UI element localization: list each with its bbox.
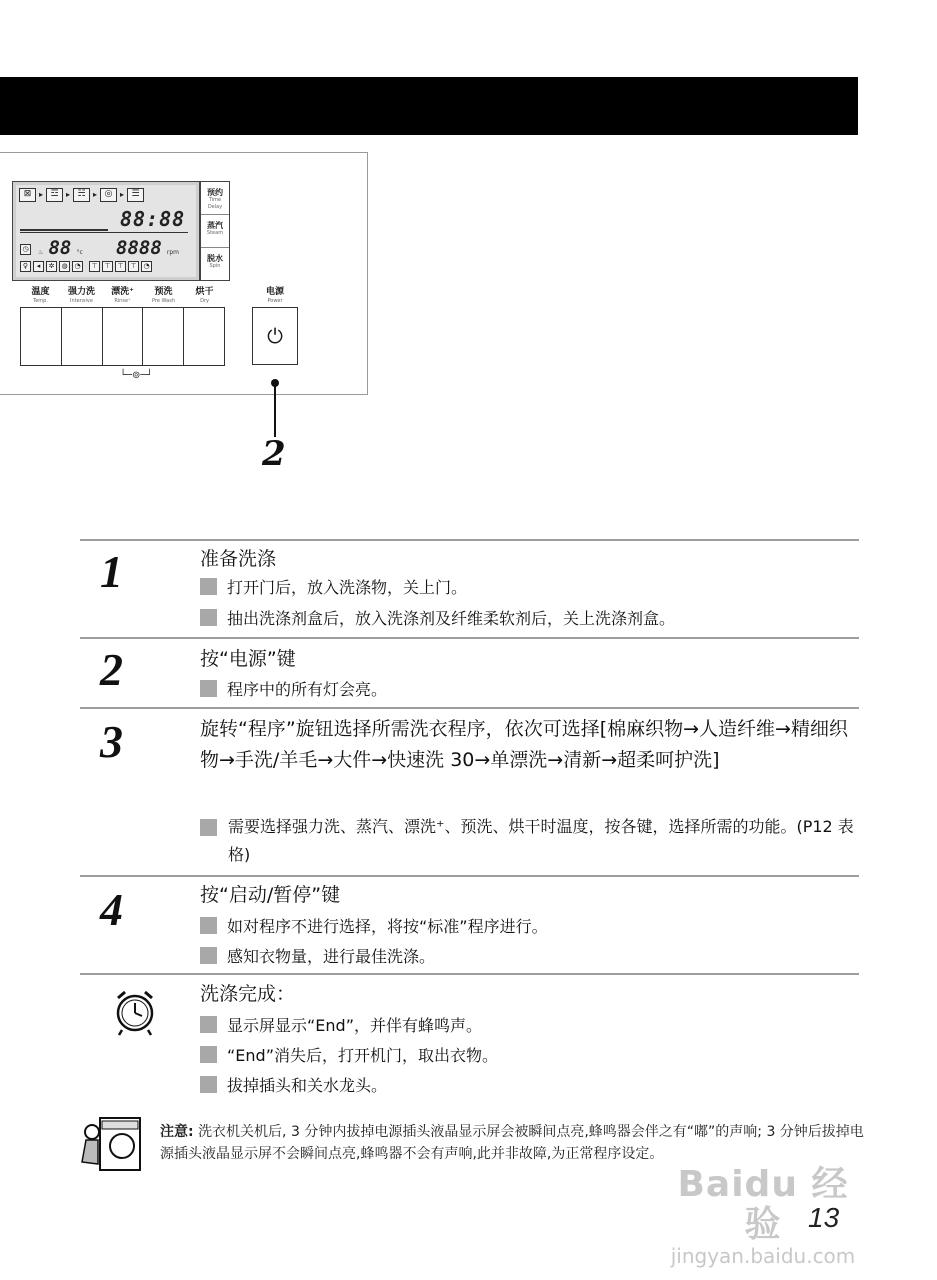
label-en: Intensive [70, 298, 93, 304]
key-label: 脱水 [207, 254, 223, 263]
shirt-icon: ⊤ [128, 261, 139, 272]
bullet-text: 打开门后，放入洗涤物，关上门。 [227, 578, 468, 597]
bullet-square [200, 609, 217, 626]
step-bullet [200, 813, 860, 869]
prewash-button[interactable] [143, 308, 184, 365]
lcd-time: 88:88 [120, 207, 186, 231]
label-en: Temp. [33, 298, 48, 304]
child-lock-icon: └─⊚─┘ [120, 370, 153, 381]
dry-button[interactable] [184, 308, 224, 365]
step-bullet [200, 679, 860, 701]
dry-label [184, 287, 225, 304]
steam-key[interactable] [201, 215, 229, 248]
button-labels [20, 287, 225, 304]
spin-key[interactable] [201, 248, 229, 281]
power-icon: ⏻ [267, 324, 283, 348]
bullet-square [200, 680, 217, 697]
lcd-status-icons [20, 261, 152, 272]
shirt-icon: ☲ [46, 188, 63, 202]
label-en: Power [267, 298, 283, 304]
wash-icon: ⊠ [19, 188, 36, 202]
arrow-icon: ▸ [39, 190, 44, 199]
page-number: 13 [808, 1202, 840, 1233]
lcd-temp: 88 [48, 237, 72, 259]
divider [80, 875, 859, 877]
label-zh: 漂洗⁺ [111, 287, 134, 297]
step-number: 4 [100, 884, 123, 935]
step-bullet [200, 1075, 860, 1097]
rinse-button[interactable] [103, 308, 144, 365]
bullet-text: 需要选择强力洗、蒸汽、漂洗⁺、预洗、烘干时温度，按各键，选择所需的功能。(P12 表格) [228, 817, 854, 864]
divider [80, 637, 859, 639]
clean-icon: ◍ [59, 261, 70, 272]
arrow-icon: ▸ [120, 190, 125, 199]
clock-icon: ◔ [141, 261, 152, 272]
note-label: 注意: [160, 1124, 194, 1140]
rinse-icon: ☵ [73, 188, 90, 202]
bullet-text: 抽出洗涤剂盒后，放入洗涤剂及纤维柔软剂后，关上洗涤剂盒。 [227, 609, 676, 628]
step-bullet [200, 1015, 860, 1037]
child-lock-icon: ♀ [20, 261, 31, 272]
label-zh: 电源 [265, 287, 284, 297]
dry-icon: ☰ [127, 188, 144, 202]
side-keys [200, 181, 230, 281]
clock-icon: ◔ [72, 261, 83, 272]
steam-icon: ♨ [38, 249, 44, 256]
note-text: 洗衣机关机后, 3 分钟内拔掉电源插头液晶显示屏会被瞬间点亮,蜂鸣器会伴之有“嘟”的声响; 3 分钟后拔掉电源插头液晶显示屏不会瞬间点亮,蜂鸣器不会有声响,此并非故障,为正常程序设定。 [160, 1124, 864, 1162]
washing-machine-icon [78, 1110, 144, 1180]
step-bullet [200, 916, 860, 938]
step-bullet [200, 946, 860, 968]
step-bullet [200, 577, 860, 599]
step-number: 1 [100, 546, 123, 597]
time-delay-key[interactable] [201, 182, 229, 215]
shirt-icon: ⊤ [102, 261, 113, 272]
step-title: 旋转“程序”旋钮选择所需洗衣程序，依次可选择[棉麻织物→人造纤维→精细织物→手洗/羊毛→大件→快速洗 30→单漂洗→清新→超柔呵护洗] [200, 718, 848, 771]
divider [80, 973, 859, 975]
bullet-text: 显示屏显示“End”，并伴有蜂鸣声。 [227, 1016, 482, 1035]
key-label-en: Steam [206, 230, 224, 236]
label-zh: 强力洗 [67, 287, 95, 297]
key-label-en: Spin [209, 263, 221, 269]
step-bullet [200, 608, 860, 630]
lcd-progress-line [20, 229, 108, 231]
lcd-rpm-group [116, 237, 179, 259]
shirt-icon: ⊤ [115, 261, 126, 272]
bullet-square [200, 578, 217, 595]
watermark-sub: jingyan.baidu.com [670, 1244, 856, 1268]
temp-button[interactable] [21, 308, 62, 365]
sound-icon: ◂ [33, 261, 44, 272]
bullet-square [200, 917, 217, 934]
fan-icon: ✲ [46, 261, 57, 272]
bullet-square [200, 947, 217, 964]
key-label: 蒸汽 [207, 221, 223, 230]
label-zh: 预洗 [154, 287, 173, 297]
temp-label [20, 287, 61, 304]
divider [80, 707, 859, 709]
step-number: 2 [100, 644, 123, 695]
bullet-text: 如对程序不进行选择，将按“标准”程序进行。 [227, 917, 548, 936]
bullet-text: “End”消失后，打开机门，取出衣物。 [227, 1046, 498, 1065]
label-zh: 烘干 [195, 287, 214, 297]
bullet-square [200, 1076, 217, 1093]
divider [80, 539, 859, 541]
step-title: 洗涤完成： [200, 983, 296, 1005]
alarm-clock-icon [112, 986, 158, 1040]
callout-line [274, 385, 276, 437]
label-zh: 温度 [31, 287, 50, 297]
bullet-square [200, 1016, 217, 1033]
spin-icon: ◎ [100, 188, 117, 202]
note [160, 1121, 870, 1165]
bullet-square [200, 1046, 217, 1063]
lcd-program-icons [19, 188, 144, 202]
header-bar [0, 77, 858, 135]
shirt-icon: ⊤ [89, 261, 100, 272]
callout-number: 2 [262, 434, 286, 474]
option-buttons [20, 307, 225, 366]
rinse-label [102, 287, 143, 304]
step-title: 准备洗涤 [200, 548, 277, 570]
label-en: Rinse⁺ [114, 298, 131, 304]
timer-icon: ◷ [20, 244, 31, 255]
lcd-rpm-unit: rpm [166, 249, 179, 256]
intensive-label [61, 287, 102, 304]
prewash-label [143, 287, 184, 304]
key-label: 预约 [207, 188, 223, 197]
arrow-icon: ▸ [93, 190, 98, 199]
lcd-temp-unit: °c [76, 249, 83, 256]
step-bullet [200, 1045, 860, 1067]
intensive-button[interactable] [62, 308, 103, 365]
lcd-display [16, 185, 196, 277]
step-title: 按“电源”键 [200, 648, 296, 670]
bullet-square [200, 819, 217, 836]
step-number: 3 [100, 716, 123, 767]
power-label [252, 287, 298, 304]
power-button[interactable] [252, 307, 298, 365]
watermark-main: Baidu 经验 [677, 1164, 849, 1245]
bullet-text: 感知衣物量，进行最佳洗涤。 [227, 947, 436, 966]
label-en: Pre Wash [151, 298, 175, 304]
lcd-rpm: 8888 [116, 237, 162, 259]
key-label-en: Time Delay [207, 197, 223, 210]
label-en: Dry [200, 298, 209, 304]
lcd-divider [20, 232, 188, 233]
bullet-text: 程序中的所有灯会亮。 [227, 680, 388, 699]
step-title: 按“启动/暂停”键 [200, 884, 341, 906]
bullet-text: 拔掉插头和关水龙头。 [227, 1076, 388, 1095]
lcd-temp-group [38, 237, 83, 259]
arrow-icon: ▸ [66, 190, 71, 199]
